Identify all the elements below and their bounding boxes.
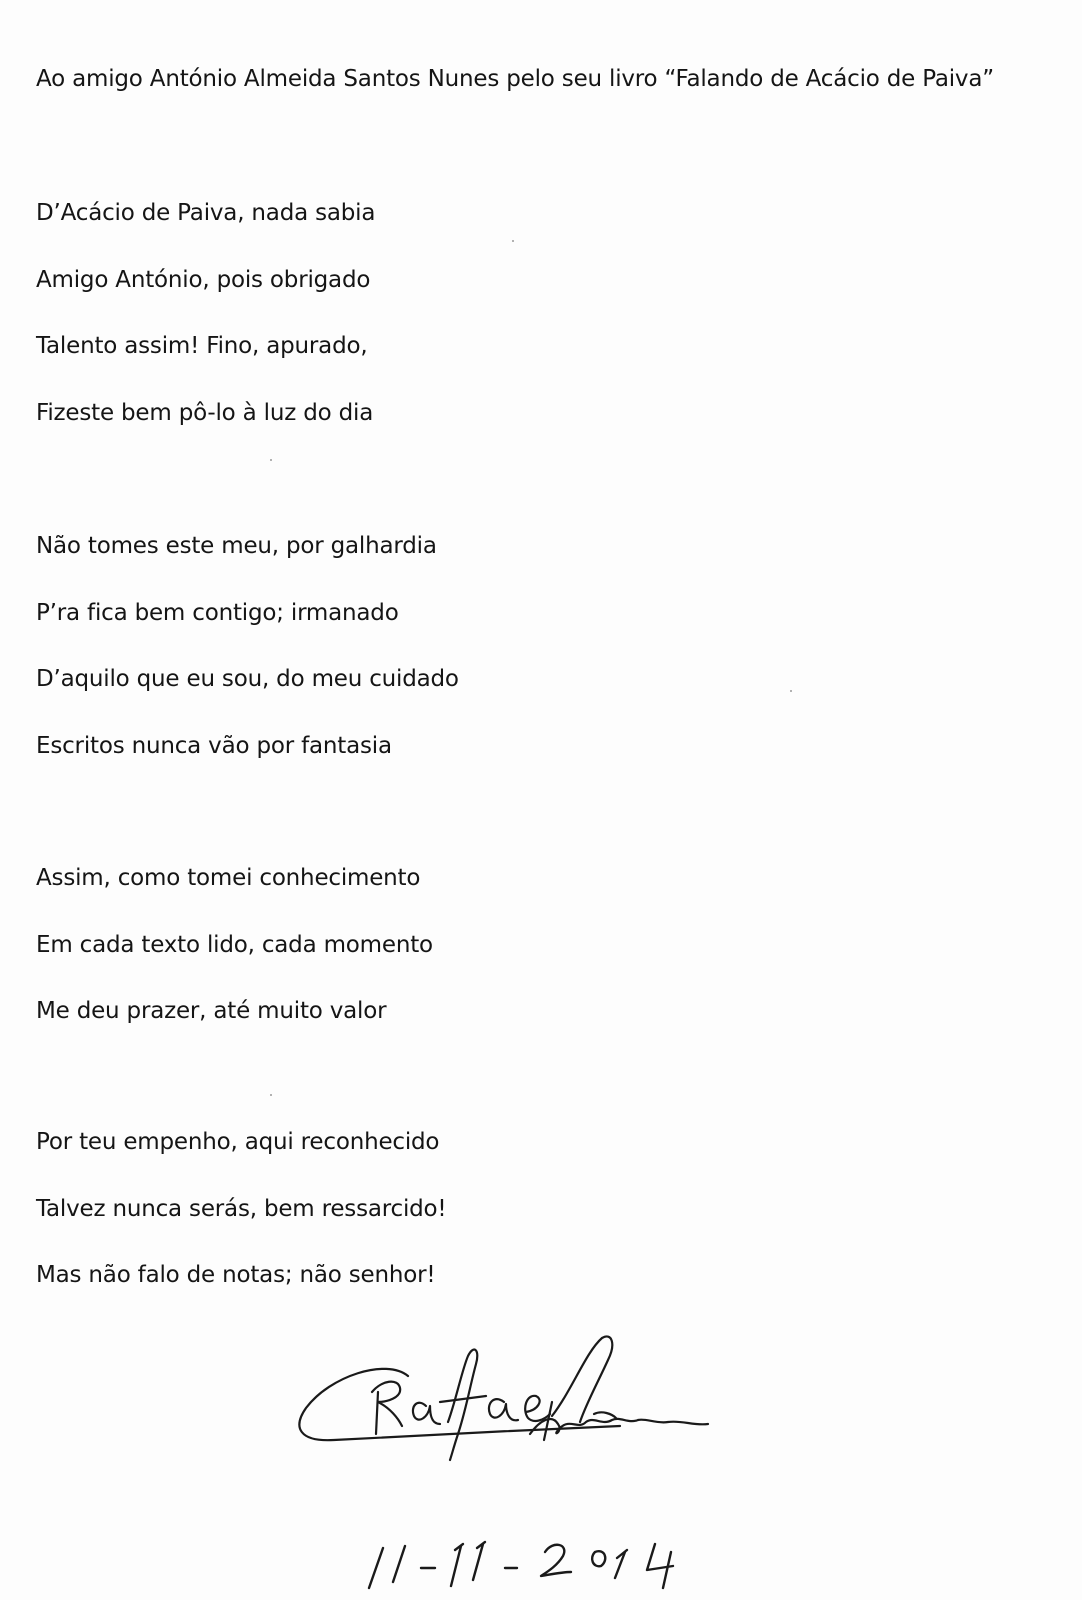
scan-speck xyxy=(270,459,272,461)
poem-stanza-4 xyxy=(36,1125,446,1325)
poem-line: Talento assim! Fino, apurado, xyxy=(36,333,368,359)
poem-line: Amigo António, pois obrigado xyxy=(36,266,371,293)
poem-stanza-1 xyxy=(36,196,375,462)
scan-speck xyxy=(790,690,792,692)
poem-line: Em cada texto lido, cada momento xyxy=(36,931,433,958)
poem-line: P’ra fica bem contigo; irmanado xyxy=(36,599,399,626)
poem-stanza-3 xyxy=(36,861,433,1061)
poem-line: D’Acácio de Paiva, nada sabia xyxy=(36,200,376,226)
signature xyxy=(290,1330,730,1470)
poem-line: D’aquilo que eu sou, do meu cuidado xyxy=(36,666,459,692)
poem-line: Não tomes este meu, por galhardia xyxy=(36,533,437,559)
poem-stanza-2 xyxy=(36,529,459,795)
poem-line: Me deu prazer, até muito valor xyxy=(36,998,387,1024)
poem-line: Fizeste bem pô-lo à luz do dia xyxy=(36,399,374,426)
poem-line: Assim, como tomei conhecimento xyxy=(36,865,421,891)
poem-line: Talvez nunca serás, bem ressarcido! xyxy=(36,1195,447,1222)
scan-speck xyxy=(270,1094,272,1096)
scan-speck xyxy=(512,240,514,242)
poem-line: Escritos nunca vão por fantasia xyxy=(36,732,392,759)
handwritten-date xyxy=(355,1530,700,1596)
poem-line: Por teu empenho, aqui reconhecido xyxy=(36,1129,440,1155)
dedication-line: Ao amigo António Almeida Santos Nunes pelo seu livro “Falando de Acácio de Paiva” xyxy=(36,66,994,92)
poem-line: Mas não falo de notas; não senhor! xyxy=(36,1262,436,1288)
